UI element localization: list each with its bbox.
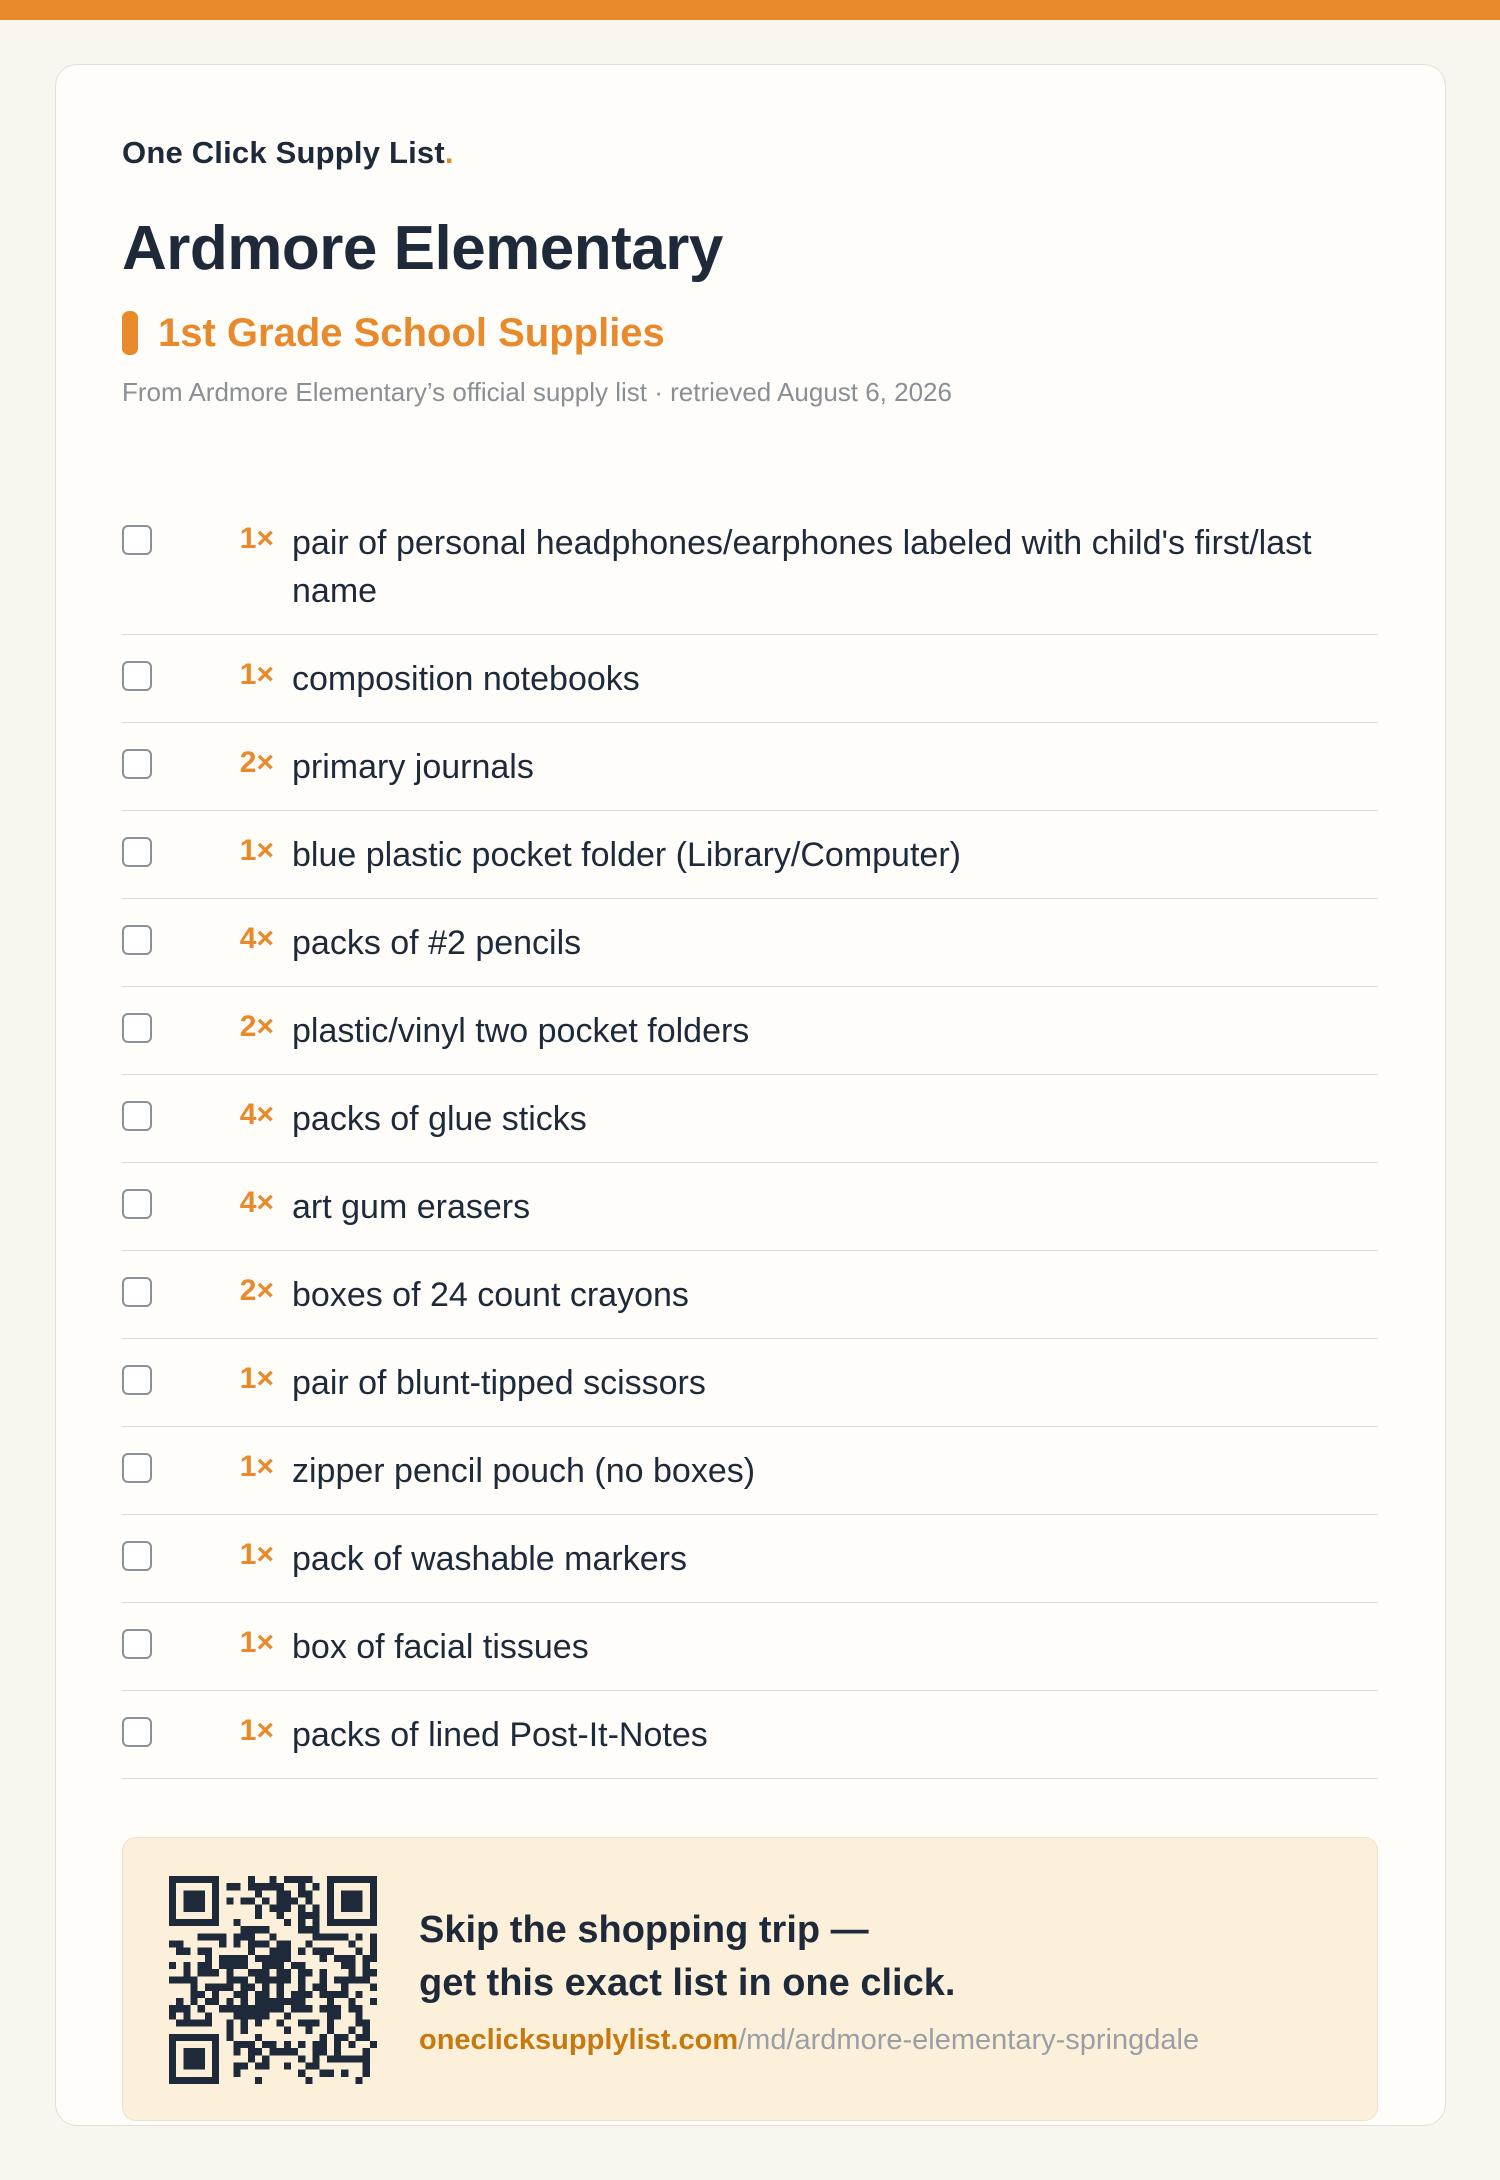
- item-checkbox[interactable]: [122, 1013, 152, 1043]
- item-quantity: 1×: [239, 1450, 274, 1483]
- list-item: [122, 899, 1378, 987]
- item-label: box of facial tissues: [292, 1628, 589, 1666]
- qr-code-icon[interactable]: [169, 1876, 377, 2084]
- item-checkbox[interactable]: [122, 1277, 152, 1307]
- promo-banner: [122, 1837, 1378, 2121]
- item-quantity: 2×: [239, 746, 274, 779]
- supply-list: [122, 493, 1378, 1779]
- list-item: [122, 1691, 1378, 1779]
- list-item: [122, 811, 1378, 899]
- item-quantity: 2×: [239, 1010, 274, 1043]
- item-label: art gum erasers: [292, 1188, 531, 1226]
- item-label: zipper pencil pouch (no boxes): [292, 1452, 756, 1490]
- item-label: packs of #2 pencils: [292, 924, 582, 962]
- list-item: [122, 1515, 1378, 1603]
- item-checkbox[interactable]: [122, 1629, 152, 1659]
- item-quantity: 4×: [239, 1098, 274, 1131]
- item-checkbox[interactable]: [122, 661, 152, 691]
- item-checkbox[interactable]: [122, 749, 152, 779]
- item-label: packs of glue sticks: [292, 1100, 587, 1138]
- supply-list-card: [55, 64, 1446, 2126]
- item-checkbox[interactable]: [122, 837, 152, 867]
- item-quantity: 4×: [239, 1186, 274, 1219]
- promo-url-domain: oneclicksupplylist.com: [419, 2024, 739, 2056]
- item-quantity: 1×: [239, 834, 274, 867]
- item-quantity: 1×: [239, 1362, 274, 1395]
- item-label: primary journals: [292, 748, 534, 786]
- item-checkbox[interactable]: [122, 1189, 152, 1219]
- item-quantity: 4×: [239, 922, 274, 955]
- item-label: boxes of 24 count crayons: [292, 1276, 689, 1314]
- list-item: [122, 1603, 1378, 1691]
- item-quantity: 1×: [239, 658, 274, 691]
- item-checkbox[interactable]: [122, 1365, 152, 1395]
- item-checkbox[interactable]: [122, 525, 152, 555]
- list-item: [122, 723, 1378, 811]
- promo-link[interactable]: [419, 2024, 1199, 2057]
- item-quantity: 1×: [239, 1714, 274, 1747]
- list-item: [122, 1339, 1378, 1427]
- item-quantity: 1×: [239, 1626, 274, 1659]
- item-checkbox[interactable]: [122, 1101, 152, 1131]
- list-item: [122, 493, 1378, 635]
- item-label: pair of blunt-tipped scissors: [292, 1364, 706, 1402]
- promo-headline-line1: Skip the shopping trip —: [419, 1909, 869, 1951]
- promo-headline-line2: get this exact list in one click.: [419, 1962, 956, 2004]
- brand-logo[interactable]: [122, 135, 454, 171]
- brand-name: One Click Supply List: [122, 135, 445, 170]
- item-label: plastic/vinyl two pocket folders: [292, 1012, 750, 1050]
- item-checkbox[interactable]: [122, 925, 152, 955]
- grade-accent-pill: [122, 311, 138, 355]
- item-label: composition notebooks: [292, 660, 640, 698]
- grade-heading: [122, 309, 665, 357]
- source-note: From Ardmore Elementary’s official supply list · retrieved August 6, 2026: [122, 377, 952, 407]
- list-item: [122, 635, 1378, 723]
- item-checkbox[interactable]: [122, 1453, 152, 1483]
- promo-text: [419, 1904, 1199, 2057]
- item-quantity: 1×: [239, 522, 274, 555]
- school-name: Ardmore Elementary: [122, 214, 723, 283]
- item-label: pair of personal headphones/earphones labeled with child's first/last name: [292, 524, 1312, 610]
- list-item: [122, 987, 1378, 1075]
- item-label: packs of lined Post-It-Notes: [292, 1716, 708, 1754]
- list-item: [122, 1251, 1378, 1339]
- list-item: [122, 1075, 1378, 1163]
- item-label: blue plastic pocket folder (Library/Computer): [292, 836, 961, 874]
- grade-label: 1st Grade School Supplies: [158, 310, 665, 355]
- brand-dot: .: [444, 135, 454, 170]
- list-item: [122, 1427, 1378, 1515]
- item-quantity: 1×: [239, 1538, 274, 1571]
- item-label: pack of washable markers: [292, 1540, 687, 1578]
- promo-url-path: /md/ardmore-elementary-springdale: [738, 2024, 1200, 2056]
- item-checkbox[interactable]: [122, 1541, 152, 1571]
- item-quantity: 2×: [239, 1274, 274, 1307]
- list-item: [122, 1163, 1378, 1251]
- item-checkbox[interactable]: [122, 1717, 152, 1747]
- top-accent-bar: [0, 0, 1500, 20]
